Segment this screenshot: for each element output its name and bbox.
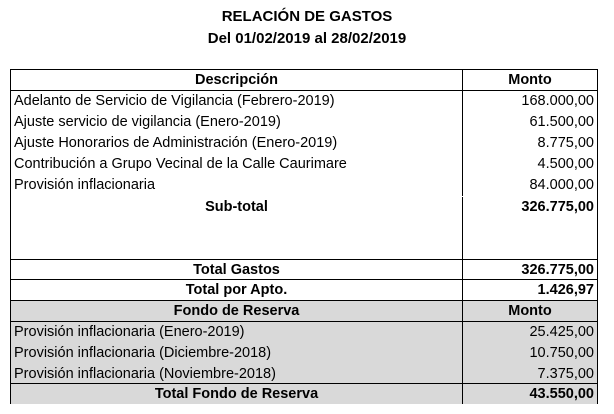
reserve-header: Fondo de Reserva xyxy=(11,301,463,321)
reserve-description: Provisión inflacionaria (Enero-2019) xyxy=(11,322,463,343)
header-amount: Monto xyxy=(508,72,552,88)
subtotal-amount: 326.775,00 xyxy=(521,199,594,215)
table-row xyxy=(11,322,597,343)
table-row xyxy=(11,133,597,154)
expense-table xyxy=(10,69,598,404)
subtotal-row xyxy=(11,197,597,218)
expense-amount: 8.775,00 xyxy=(537,135,594,151)
expense-description: Provisión inflacionaria xyxy=(11,175,463,196)
reserve-total-row xyxy=(11,383,597,404)
subtotal-label: Sub-total xyxy=(11,197,463,218)
reserve-total-amount: 43.550,00 xyxy=(529,386,594,402)
expense-amount: 84.000,00 xyxy=(529,177,594,193)
expense-description: Ajuste Honorarios de Administración (Enero-2019) xyxy=(11,133,463,154)
table-row xyxy=(11,154,597,175)
expense-amount: 168.000,00 xyxy=(521,93,594,109)
table-row xyxy=(11,343,597,364)
total-gastos-row xyxy=(11,259,597,280)
expense-amount: 4.500,00 xyxy=(537,156,594,172)
table-row xyxy=(11,364,597,385)
header-description: Descripción xyxy=(11,70,463,90)
total-por-apto-row xyxy=(11,280,597,301)
total-gastos-label: Total Gastos xyxy=(11,260,463,279)
total-por-apto-amount: 1.426,97 xyxy=(537,282,594,298)
total-gastos-amount: 326.775,00 xyxy=(521,262,594,278)
reserve-total-label: Total Fondo de Reserva xyxy=(11,384,463,404)
expense-description: Adelanto de Servicio de Vigilancia (Febrero-2019) xyxy=(11,91,463,112)
expense-description: Contribución a Grupo Vecinal de la Calle Caurimare xyxy=(11,154,463,175)
table-row xyxy=(11,175,597,196)
expense-description: Ajuste servicio de vigilancia (Enero-2019) xyxy=(11,112,463,133)
table-header-row xyxy=(11,70,597,91)
report-period: Del 01/02/2019 al 28/02/2019 xyxy=(207,30,407,47)
expense-amount: 61.500,00 xyxy=(529,114,594,130)
total-por-apto-label: Total por Apto. xyxy=(11,280,463,300)
reserve-amount-header: Monto xyxy=(508,303,552,319)
reserve-amount: 25.425,00 xyxy=(529,324,594,340)
reserve-amount: 7.375,00 xyxy=(537,366,594,382)
reserve-header-row xyxy=(11,301,597,322)
reserve-description: Provisión inflacionaria (Noviembre-2018) xyxy=(11,364,463,385)
reserve-description: Provisión inflacionaria (Diciembre-2018) xyxy=(11,343,463,364)
table-row xyxy=(11,112,597,133)
reserve-amount: 10.750,00 xyxy=(529,345,594,361)
report-title: RELACIÓN DE GASTOS xyxy=(221,8,393,25)
table-row xyxy=(11,91,597,112)
